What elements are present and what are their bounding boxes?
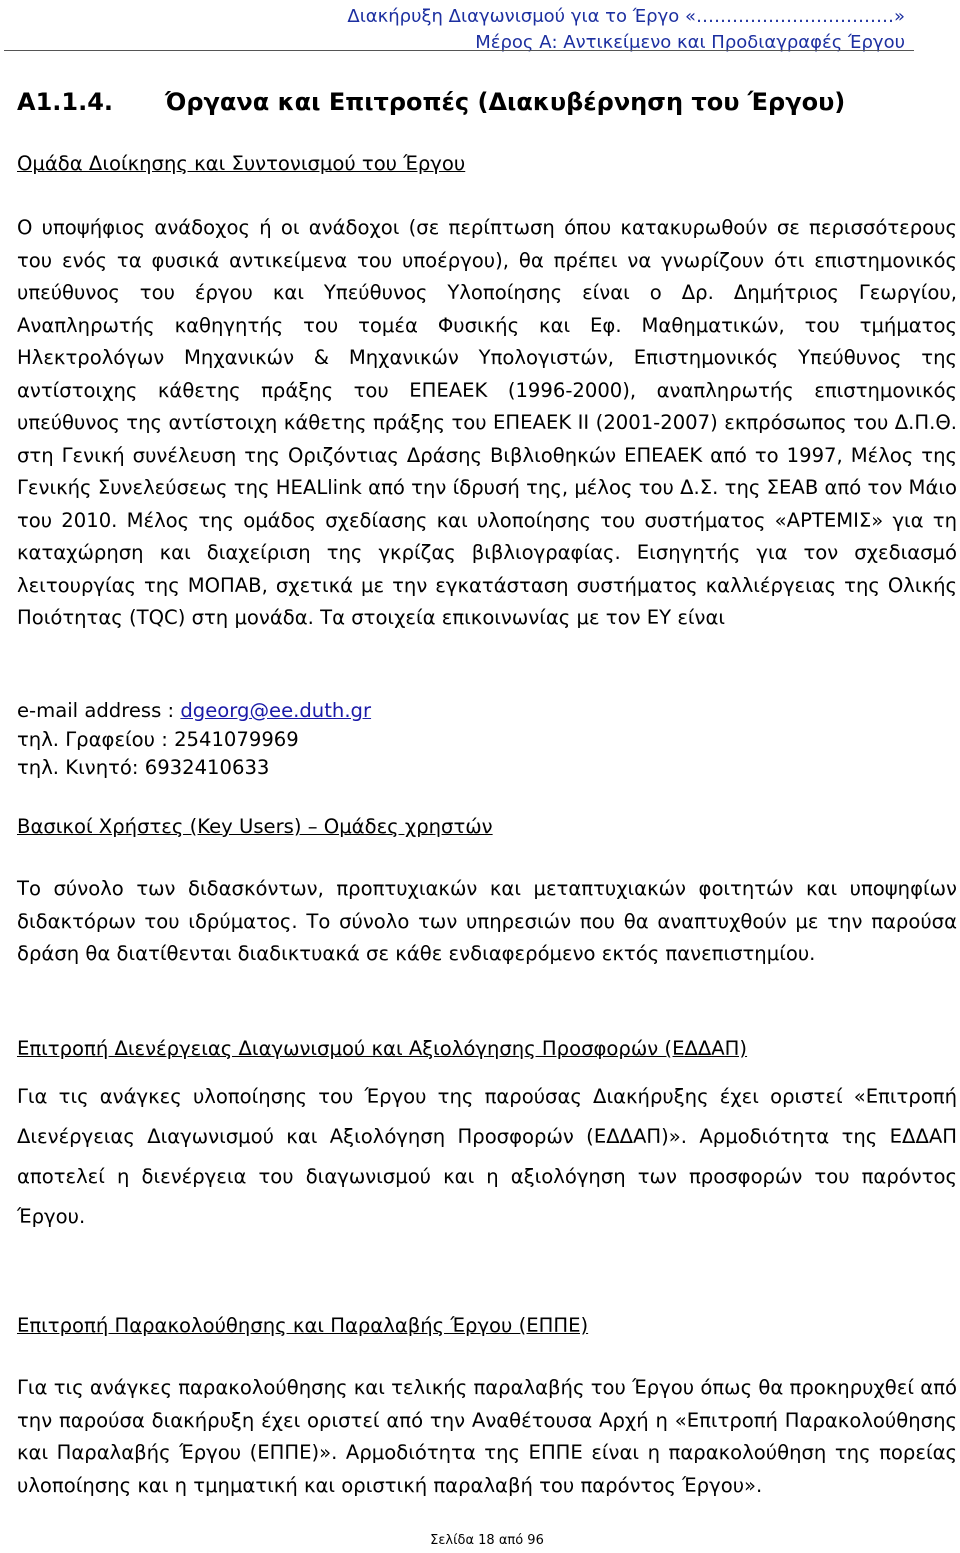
section-heading [17,86,917,118]
key-users-heading: Βασικοί Χρήστες (Key Users) – Ομάδες χρηστών [17,815,493,838]
management-team-paragraph: Ο υποψήφιος ανάδοχος ή οι ανάδοχοι (σε περίπτωση όπου κατακυρωθούν σε περισσότερους του ενός τα φυσικά αντικείμενα του υποέργου), θα πρέπει να γνωρίζουν ότι επιστημονικός υπεύθυνος του έργου και Υπεύθυνος Υλοποίησης είναι ο Δρ. Δημήτριος Γεωργίου, Αναπληρωτής καθηγητής του τομέα Φυσικής και Εφ. Μαθηματικών, του τμήματος Ηλεκτρολόγων Μηχανικών & Μηχανικών Υπολογιστών, Επιστημονικός Υπεύθυνος της αντίστοιχης κάθετης πράξης του ΕΠΕΑΕΚ (1996-2000), αναπληρωτής επιστημονικός υπεύθυνος της αντίστοιχη κάθετης πράξης του ΕΠΕΑΕΚ ΙΙ (2001-2007) εκπρόσωπος του Δ.Π.Θ. στη Γενική συνέλευση της Οριζόντιας Δράσης Βιβλιοθηκών ΕΠΕΑΕΚ από το 1997, Μέλος της Γενικής Συνελεύσεως της HEALlink από την ίδρυσή της, μέλος του Δ.Σ. της ΣΕΑΒ από τον Μάιο του 2010. Μέλος της ομάδος σχεδίασης και υλοποίησης του συστήματος «ΑΡΤΕΜΙΣ» για τη καταχώρηση και διαχείριση της γκρίζας βιβλιογραφίας. Εισηγητής για τον σχεδιασμό λειτουργίας της ΜΟΠΑΒ, σχετικά με την εγκατάσταση συστήματος καλλιέργειας της Ολικής Ποιότητας (TQC) στη μονάδα. Τα στοιχεία επικοινωνίας με τον ΕΥ είναι [17,216,957,629]
management-team-heading: Ομάδα Διοίκησης και Συντονισμού του Έργου [17,152,466,175]
running-header [347,4,905,56]
header-title-line: Διακήρυξη Διαγωνισμού για το Έργο «……………………………» [347,6,905,27]
office-phone: τηλ. Γραφείου : 2541079969 [17,727,299,751]
email-label: e-mail address : [17,699,181,722]
tender-committee-body [17,1077,957,1237]
page-number: Σελίδα 18 από 96 [430,1533,544,1548]
monitoring-committee-body [17,1372,957,1502]
document-page [17,0,959,1553]
email-line [17,697,957,726]
management-team-section [17,148,957,180]
section-title: Όργανα και Επιτροπές (Διακυβέρνηση του Έργου) [165,88,846,116]
mobile-phone: τηλ. Κινητό: 6932410633 [17,756,270,779]
header-divider [4,50,914,51]
key-users-body [17,873,957,971]
monitoring-committee-heading: Επιτροπή Παρακολούθησης και Παραλαβής Έργου (ΕΠΠΕ) [17,1314,589,1337]
header-subtitle-line: Μέρος Α: Αντικείμενο και Προδιαγραφές Έργου [475,32,905,53]
section-number: Α1.1.4. [17,88,114,116]
contact-details [17,697,957,783]
monitoring-committee-section [17,1310,957,1342]
tender-committee-heading: Επιτροπή Διενέργειας Διαγωνισμού και Αξιολόγησης Προσφορών (ΕΔΔΑΠ) [17,1037,748,1060]
email-link[interactable]: dgeorg@ee.duth.gr [180,699,372,722]
tender-committee-section [17,1033,957,1065]
key-users-paragraph: Το σύνολο των διδασκόντων, προπτυχιακών και μεταπτυχιακών φοιτητών και υποψηφίων διδακτόρων του ιδρύματος. Το σύνολο των υπηρεσιών που θα αναπτυχθούν με την παρούσα δράση θα διατίθενται διαδικτυακά σε κάθε ενδιαφερόμενο εκτός πανεπιστημίου. [17,877,957,965]
monitoring-committee-paragraph: Για τις ανάγκες παρακολούθησης και τελικής παραλαβής του Έργου όπως θα προκηρυχθεί από την παρούσα διακήρυξη έχει οριστεί από την Αναθέτουσα Αρχή η «Επιτροπή Παρακολούθησης και Παραλαβής Έργου (ΕΠΠΕ)». Αρμοδιότητα της ΕΠΠΕ είναι η παρακολούθηση της πορείας υλοποίησης και η τμηματική και οριστική παραλαβή του παρόντος Έργου». [17,1376,957,1497]
tender-committee-paragraph: Για τις ανάγκες υλοποίησης του Έργου της παρούσας Διακήρυξης έχει οριστεί «Επιτροπή Διενέργειας Διαγωνισμού και Αξιολόγηση Προσφορών (ΕΔΔΑΠ)». Αρμοδιότητα της ΕΔΔΑΠ αποτελεί η διενέργεια του διαγωνισμού και η αξιολόγηση των προσφορών του παρόντος Έργου. [17,1085,957,1228]
management-team-body [17,212,957,635]
key-users-section [17,811,957,843]
